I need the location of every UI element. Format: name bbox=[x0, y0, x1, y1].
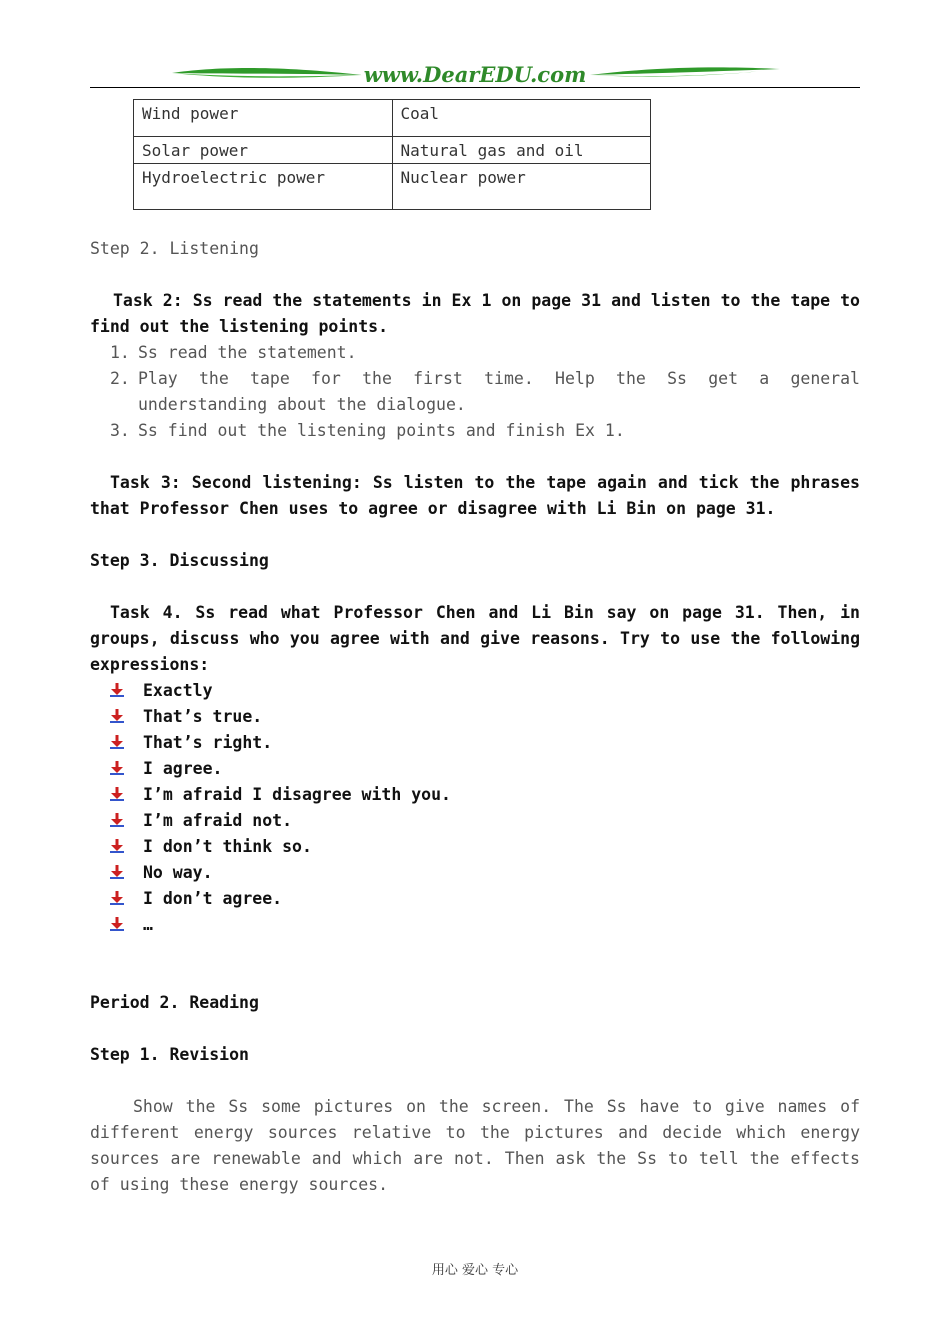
arrow-bullet-icon bbox=[110, 735, 124, 749]
table-row bbox=[134, 137, 651, 164]
page-header bbox=[90, 60, 860, 88]
step2-heading: Step 2. Listening bbox=[90, 239, 259, 258]
arrow-bullet-icon bbox=[110, 709, 124, 723]
list-item: I’m afraid not. bbox=[90, 808, 860, 834]
table-cell: Nuclear power bbox=[392, 164, 651, 210]
list-item: 1. Ss read the statement. bbox=[110, 343, 357, 362]
period2-heading: Period 2. Reading bbox=[90, 993, 259, 1012]
revision-heading: Step 1. Revision bbox=[90, 1045, 249, 1064]
list-item: No way. bbox=[90, 860, 860, 886]
task2-text: Task 2: Ss read the statements in Ex 1 on page 31 and listen to the tape to find out the listening points. bbox=[90, 291, 860, 336]
header-rule bbox=[90, 87, 860, 88]
task4-text: Task 4. Ss read what Professor Chen and Li Bin say on page 31. Then, in groups, discuss who you agree with and give reasons. Try to use the following expressions: bbox=[90, 603, 860, 674]
listening-steps-list bbox=[90, 340, 860, 444]
list-item: That’s true. bbox=[90, 704, 860, 730]
arrow-bullet-icon bbox=[110, 683, 124, 697]
list-item: Exactly bbox=[90, 678, 860, 704]
arrow-bullet-icon bbox=[110, 891, 124, 905]
table-row bbox=[134, 164, 651, 210]
table-cell: Solar power bbox=[134, 137, 393, 164]
table-cell: Natural gas and oil bbox=[392, 137, 651, 164]
arrow-bullet-icon bbox=[110, 865, 124, 879]
list-item: … bbox=[90, 912, 860, 938]
arrow-bullet-icon bbox=[110, 917, 124, 931]
green-swoosh-left-decoration bbox=[172, 65, 362, 81]
list-item: That’s right. bbox=[90, 730, 860, 756]
list-item: 3. Ss find out the listening points and finish Ex 1. bbox=[110, 421, 625, 440]
table-cell: Hydroelectric power bbox=[134, 164, 393, 210]
list-item: I agree. bbox=[90, 756, 860, 782]
arrow-bullet-icon bbox=[110, 813, 124, 827]
list-item: I don’t agree. bbox=[90, 886, 860, 912]
list-item: I don’t think so. bbox=[90, 834, 860, 860]
list-item: 2. Play the tape for the first time. Help the Ss get a general understanding about the dialogue. bbox=[110, 369, 860, 414]
task3-text: Task 3: Second listening: Ss listen to the tape again and tick the phrases that Professor Chen uses to agree or disagree with Li Bin on page 31. bbox=[90, 473, 860, 518]
table-cell: Wind power bbox=[134, 100, 393, 137]
arrow-bullet-icon bbox=[110, 761, 124, 775]
green-swoosh-right-decoration bbox=[590, 65, 780, 81]
step3-heading: Step 3. Discussing bbox=[90, 551, 269, 570]
page-footer: 用心 爱心 专心 bbox=[431, 1263, 519, 1278]
document-body bbox=[90, 236, 860, 1198]
list-item: I’m afraid I disagree with you. bbox=[90, 782, 860, 808]
expressions-list bbox=[90, 678, 860, 938]
energy-sources-table bbox=[133, 99, 651, 210]
site-logo-text: www.DearEDU.com bbox=[363, 62, 587, 87]
table-row bbox=[134, 100, 651, 137]
table-cell: Coal bbox=[392, 100, 651, 137]
revision-paragraph: Show the Ss some pictures on the screen. The Ss have to give names of different energy sources relative to the pictures and decide which energy sources are renewable and which are not. Then ask the Ss to tell the effects of using these energy sources. bbox=[90, 1097, 860, 1194]
arrow-bullet-icon bbox=[110, 839, 124, 853]
arrow-bullet-icon bbox=[110, 787, 124, 801]
